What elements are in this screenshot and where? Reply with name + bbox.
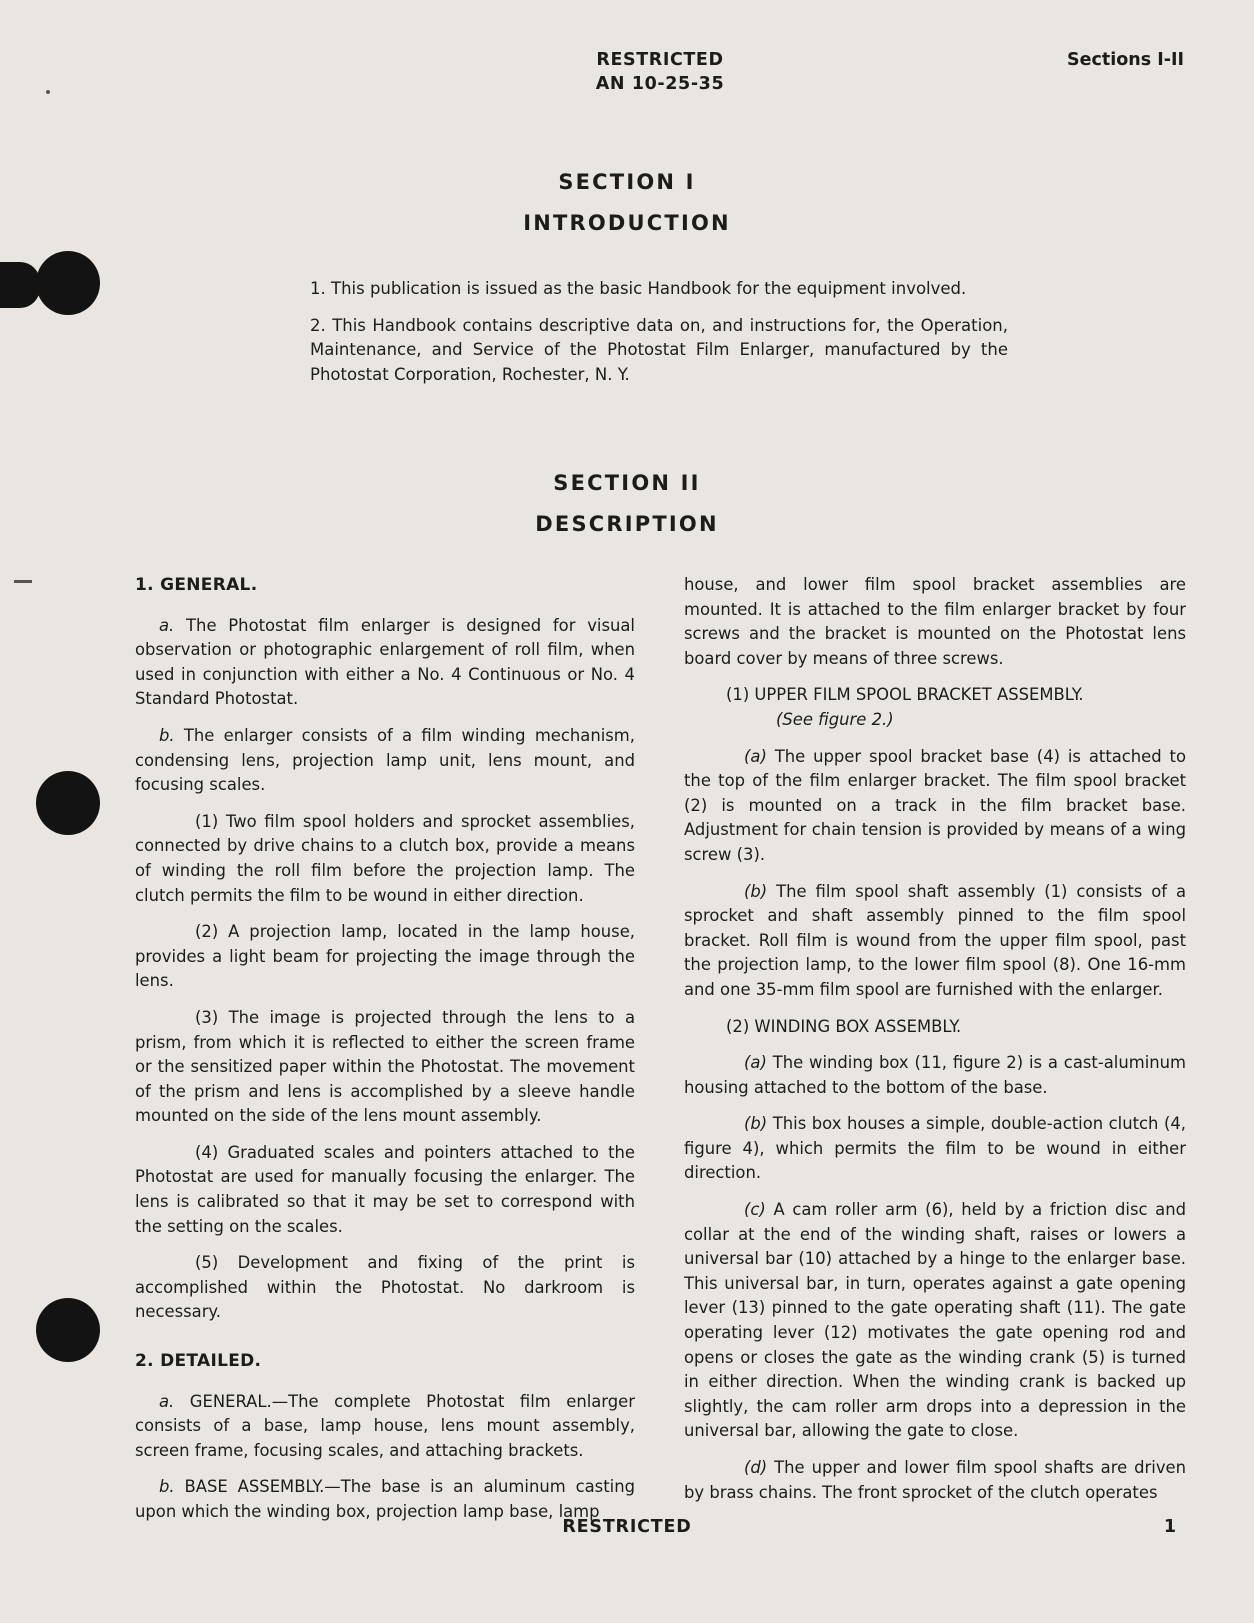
section1-subtitle: INTRODUCTION	[523, 211, 731, 235]
right-column	[684, 573, 1186, 1517]
punch-hole-top	[36, 251, 100, 315]
section1-title: SECTION I	[558, 170, 696, 194]
footer-restricted: RESTRICTED	[562, 1517, 692, 1537]
dot-mark	[46, 90, 50, 94]
paragraph-2c: (c) A cam roller arm (6), held by a friction disc and collar at the end of the winding shaft, raises or lowers a universal bar (10) attached by a hinge to the enlarger base. This universal bar, in turn, operates against a gate opening lever (13) pinned to the gate operating shaft (11). The gate operating lever (12) motivates the gate opening rod and opens or closes the gate as the winding crank (5) is turned in either direction. When the winding crank is backed up slightly, the cam roller arm drops into a depression in the universal bar, allowing the gate to close.	[684, 1200, 1186, 1441]
header-sections: Sections I-II	[1067, 50, 1184, 70]
running-header	[540, 48, 780, 96]
paragraph-2a: (a) The winding box (11, figure 2) is a cast-aluminum housing attached to the bottom of the base.	[684, 1053, 1186, 1097]
intro-paragraph-1: 1. This publication is issued as the basic Handbook for the equipment involved.	[310, 279, 967, 298]
paragraph-1b: (b) The film spool shaft assembly (1) consists of a sprocket and shaft assembly pinned to the film spool bracket. Roll film is wound from the upper film spool, past the projection lamp, to the lower film spool (8). One 16-mm and one 35-mm film spool are furnished with the enlarger.	[684, 881, 1186, 999]
paragraph-a: a. The Photostat film enlarger is designed for visual observation or photographic enlargement of roll film, when used in conjunction with either a No. 4 Continuous or No. 4 Standard Photostat.	[135, 615, 635, 709]
punch-hole-bottom	[36, 1298, 100, 1362]
item-5: (5) Development and fixing of the print is accomplished within the Photostat. No darkroom is necessary.	[135, 1253, 635, 1322]
paragraph-continued: house, and lower film spool bracket assemblies are mounted. It is attached to the film enlarger bracket by four screws and the bracket is mounted on the Photostat lens board cover by means of three screws.	[684, 575, 1186, 668]
item-3: (3) The image is projected through the lens to a prism, from which it is reflected to either the screen frame or the sensitized paper within the Photostat. The movement of the prism and lens is accomplished by a sleeve handle mounted on the side of the lens mount assembly.	[135, 1007, 635, 1126]
left-column	[135, 573, 635, 1537]
label-a: a.	[159, 615, 175, 635]
punch-hole-middle	[36, 771, 100, 835]
edge-tab-mark	[0, 262, 40, 308]
heading-general: 1. GENERAL.	[135, 575, 258, 595]
paragraph-detailed-b: b. BASE ASSEMBLY.—The base is an aluminum casting upon which the winding box, projection lamp base, lamp	[135, 1477, 635, 1521]
subheading-winding-box: (2) WINDING BOX ASSEMBLY.	[726, 1016, 962, 1036]
header-restricted: RESTRICTED	[596, 50, 724, 70]
subheading-upper-film-spool: (1) UPPER FILM SPOOL BRACKET ASSEMBLY. (See figure 2.)	[684, 683, 1186, 732]
dash-mark	[14, 580, 32, 583]
page-number: 1	[1163, 1517, 1176, 1537]
paragraph-2d: (d) The upper and lower film spool shafts are driven by brass chains. The front sprocket of the clutch operates	[684, 1458, 1186, 1502]
paragraph-b: b. The enlarger consists of a film winding mechanism, condensing lens, projection lamp unit, lens mount, and focusing scales.	[135, 725, 635, 795]
paragraph-2b: (b) This box houses a simple, double-action clutch (4, figure 4), which permits the film to be wound in either direction.	[684, 1114, 1186, 1183]
paragraph-detailed-a: a. GENERAL.—The complete Photostat film enlarger consists of a base, lamp house, lens mount assembly, screen frame, focusing scales, and attaching brackets.	[135, 1391, 635, 1460]
section2-title: SECTION II	[553, 471, 701, 495]
label-b: b.	[159, 725, 175, 745]
intro-paragraph-2: 2. This Handbook contains descriptive data on, and instructions for, the Operation, Maintenance, and Service of the Photostat Film Enlarger, manufactured by the Photostat Corporation, Rochester, N. Y.	[310, 315, 1008, 384]
introduction-text	[310, 277, 1008, 399]
header-doc-number: AN 10-25-35	[595, 74, 725, 94]
item-2: (2) A projection lamp, located in the lamp house, provides a light beam for projecting the image through the lens.	[135, 922, 635, 991]
heading-detailed: 2. DETAILED.	[135, 1351, 262, 1372]
item-1: (1) Two film spool holders and sprocket assemblies, connected by drive chains to a clutch box, provide a means of winding the roll film before the projection lamp. The clutch permits the film to be wound in either direction.	[135, 811, 635, 905]
item-4: (4) Graduated scales and pointers attached to the Photostat are used for manually focusing the enlarger. The lens is calibrated so that it may be set to correspond with the setting on the scales.	[135, 1142, 635, 1236]
section2-subtitle: DESCRIPTION	[535, 512, 719, 536]
paragraph-1a: (a) The upper spool bracket base (4) is attached to the top of the film enlarger bracket. The film spool bracket (2) is mounted on a track in the film bracket base. Adjustment for chain tension is provided by means of a wing screw (3).	[684, 746, 1186, 864]
see-figure-reference: (See figure 2.)	[776, 709, 894, 729]
